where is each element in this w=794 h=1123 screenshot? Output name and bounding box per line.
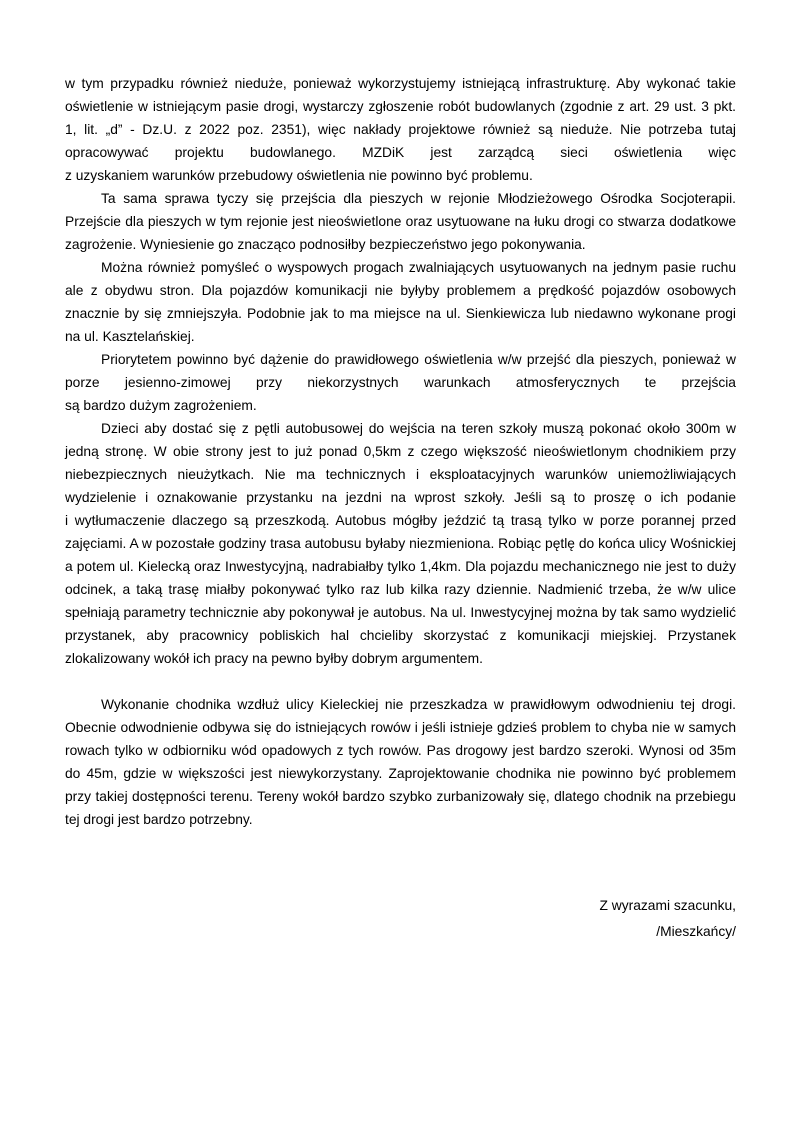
paragraph-pedestrian-crossing-socjoterapia: Ta sama sprawa tyczy się przejścia dla pieszych w rejonie Młodzieżowego Ośrodka Socjoterapii. Przejście dla pieszych w tym rejonie jest nieoświetlone oraz usytuowane na łuku drogi co stwarza dodatkowe zagrożenie. Wyniesienie go znacząco podnosiłby bezpieczeństwo jego pokonywania. (65, 191, 736, 252)
closing-block (65, 893, 736, 945)
paragraph-bus-route: Dzieci aby dostać się z pętli autobusowej do wejścia na teren szkoły muszą pokonać około 300m w jedną stronę. W obie strony jest to już ponad 0,5km z czego większość nieoświetlonym chodnikiem przy niebezpiecznych nieużytkach. Nie ma technicznych i eksploatacyjnych warunków uniemożliwiających wydzielenie i oznakowanie przystanku na jezdni na wprost szkoły. Jeśli są to proszę o ich podanie i wytłumaczenie dlaczego są przeszkodą. Autobus mógłby jeździć tą trasą tylko w porze porannej przed zajęciami. A w pozostałe godziny trasa autobusu byłaby niezmieniona. Robiąc pętlę do końca ulicy Wośnickiej a potem ul. Kielecką oraz Inwestycyjną, nadrabiałby tylko 1,4km. Dla pojazdu mechanicznego nie jest to duży odcinek, a taką trasę miałby pokonywać tylko raz lub kilka razy dziennie. Nadmienić trzeba, że w/w ulice spełniają parametry technicznie aby pokonywał je autobus. Na ul. Inwestycyjnej można by tak samo wydzielić przystanek, aby pracownicy pobliskich hal chcieliby skorzystać z komunikacji miejskiej. Przystanek zlokalizowany wokół ich pracy na pewno byłby dobrym argumentem. (65, 421, 736, 666)
closing-salutation: Z wyrazami szacunku, (599, 898, 736, 913)
closing-signature: /Mieszkańcy/ (656, 924, 736, 939)
letter-body (65, 72, 736, 831)
paragraph-lighting-costs: w tym przypadku również nieduże, ponieważ wykorzystujemy istniejącą infrastrukturę. Aby wykonać takie oświetlenie w istniejącym pasie drogi, wystarczy zgłoszenie robót budowlanych (zgodnie z art. 29 ust. 3 pkt. 1, lit. „d” - Dz.U. z 2022 poz. 2351), więc nakłady projektowe również są nieduże. Nie potrzeba tutaj opracowywać projektu budowlanego. MZDiK jest zarządcą sieci oświetlenia więc z uzyskaniem warunków przebudowy oświetlenia nie powinno być problemu. (65, 76, 736, 183)
paragraph-lighting-priority: Priorytetem powinno być dążenie do prawidłowego oświetlenia w/w przejść dla pieszych, ponieważ w porze jesienno-zimowej przy niekorzystnych warunkach atmosferycznych te przejścia są bardzo dużym zagrożeniem. (65, 352, 736, 413)
paragraph-sidewalk-drainage: Wykonanie chodnika wzdłuż ulicy Kieleckiej nie przeszkadza w prawidłowym odwodnieniu tej drogi. Obecnie odwodnienie odbywa się do istniejących rowów i jeśli istnieje gdzieś problem to chyba nie w samych rowach tylko w odbiorniku wód opadowych z tych rowów. Pas drogowy jest bardzo szeroki. Wynosi od 35m do 45m, gdzie w większości jest niewykorzystany. Zaprojektowanie chodnika nie powinno być problemem przy takiej dostępności terenu. Tereny wokół bardzo szybko zurbanizowały się, dlatego chodnik na przebiegu tej drogi jest bardzo potrzebny. (65, 697, 736, 827)
paragraph-speed-bumps: Można również pomyśleć o wyspowych progach zwalniających usytuowanych na jednym pasie ruchu ale z obydwu stron. Dla pojazdów komunikacji nie byłyby problemem a prędkość pojazdów osobowych znacznie by się zmniejszyła. Podobnie jak to ma miejsce na ul. Sienkiewicza lub niedawno wykonane progi na ul. Kasztelańskiej. (65, 260, 736, 344)
